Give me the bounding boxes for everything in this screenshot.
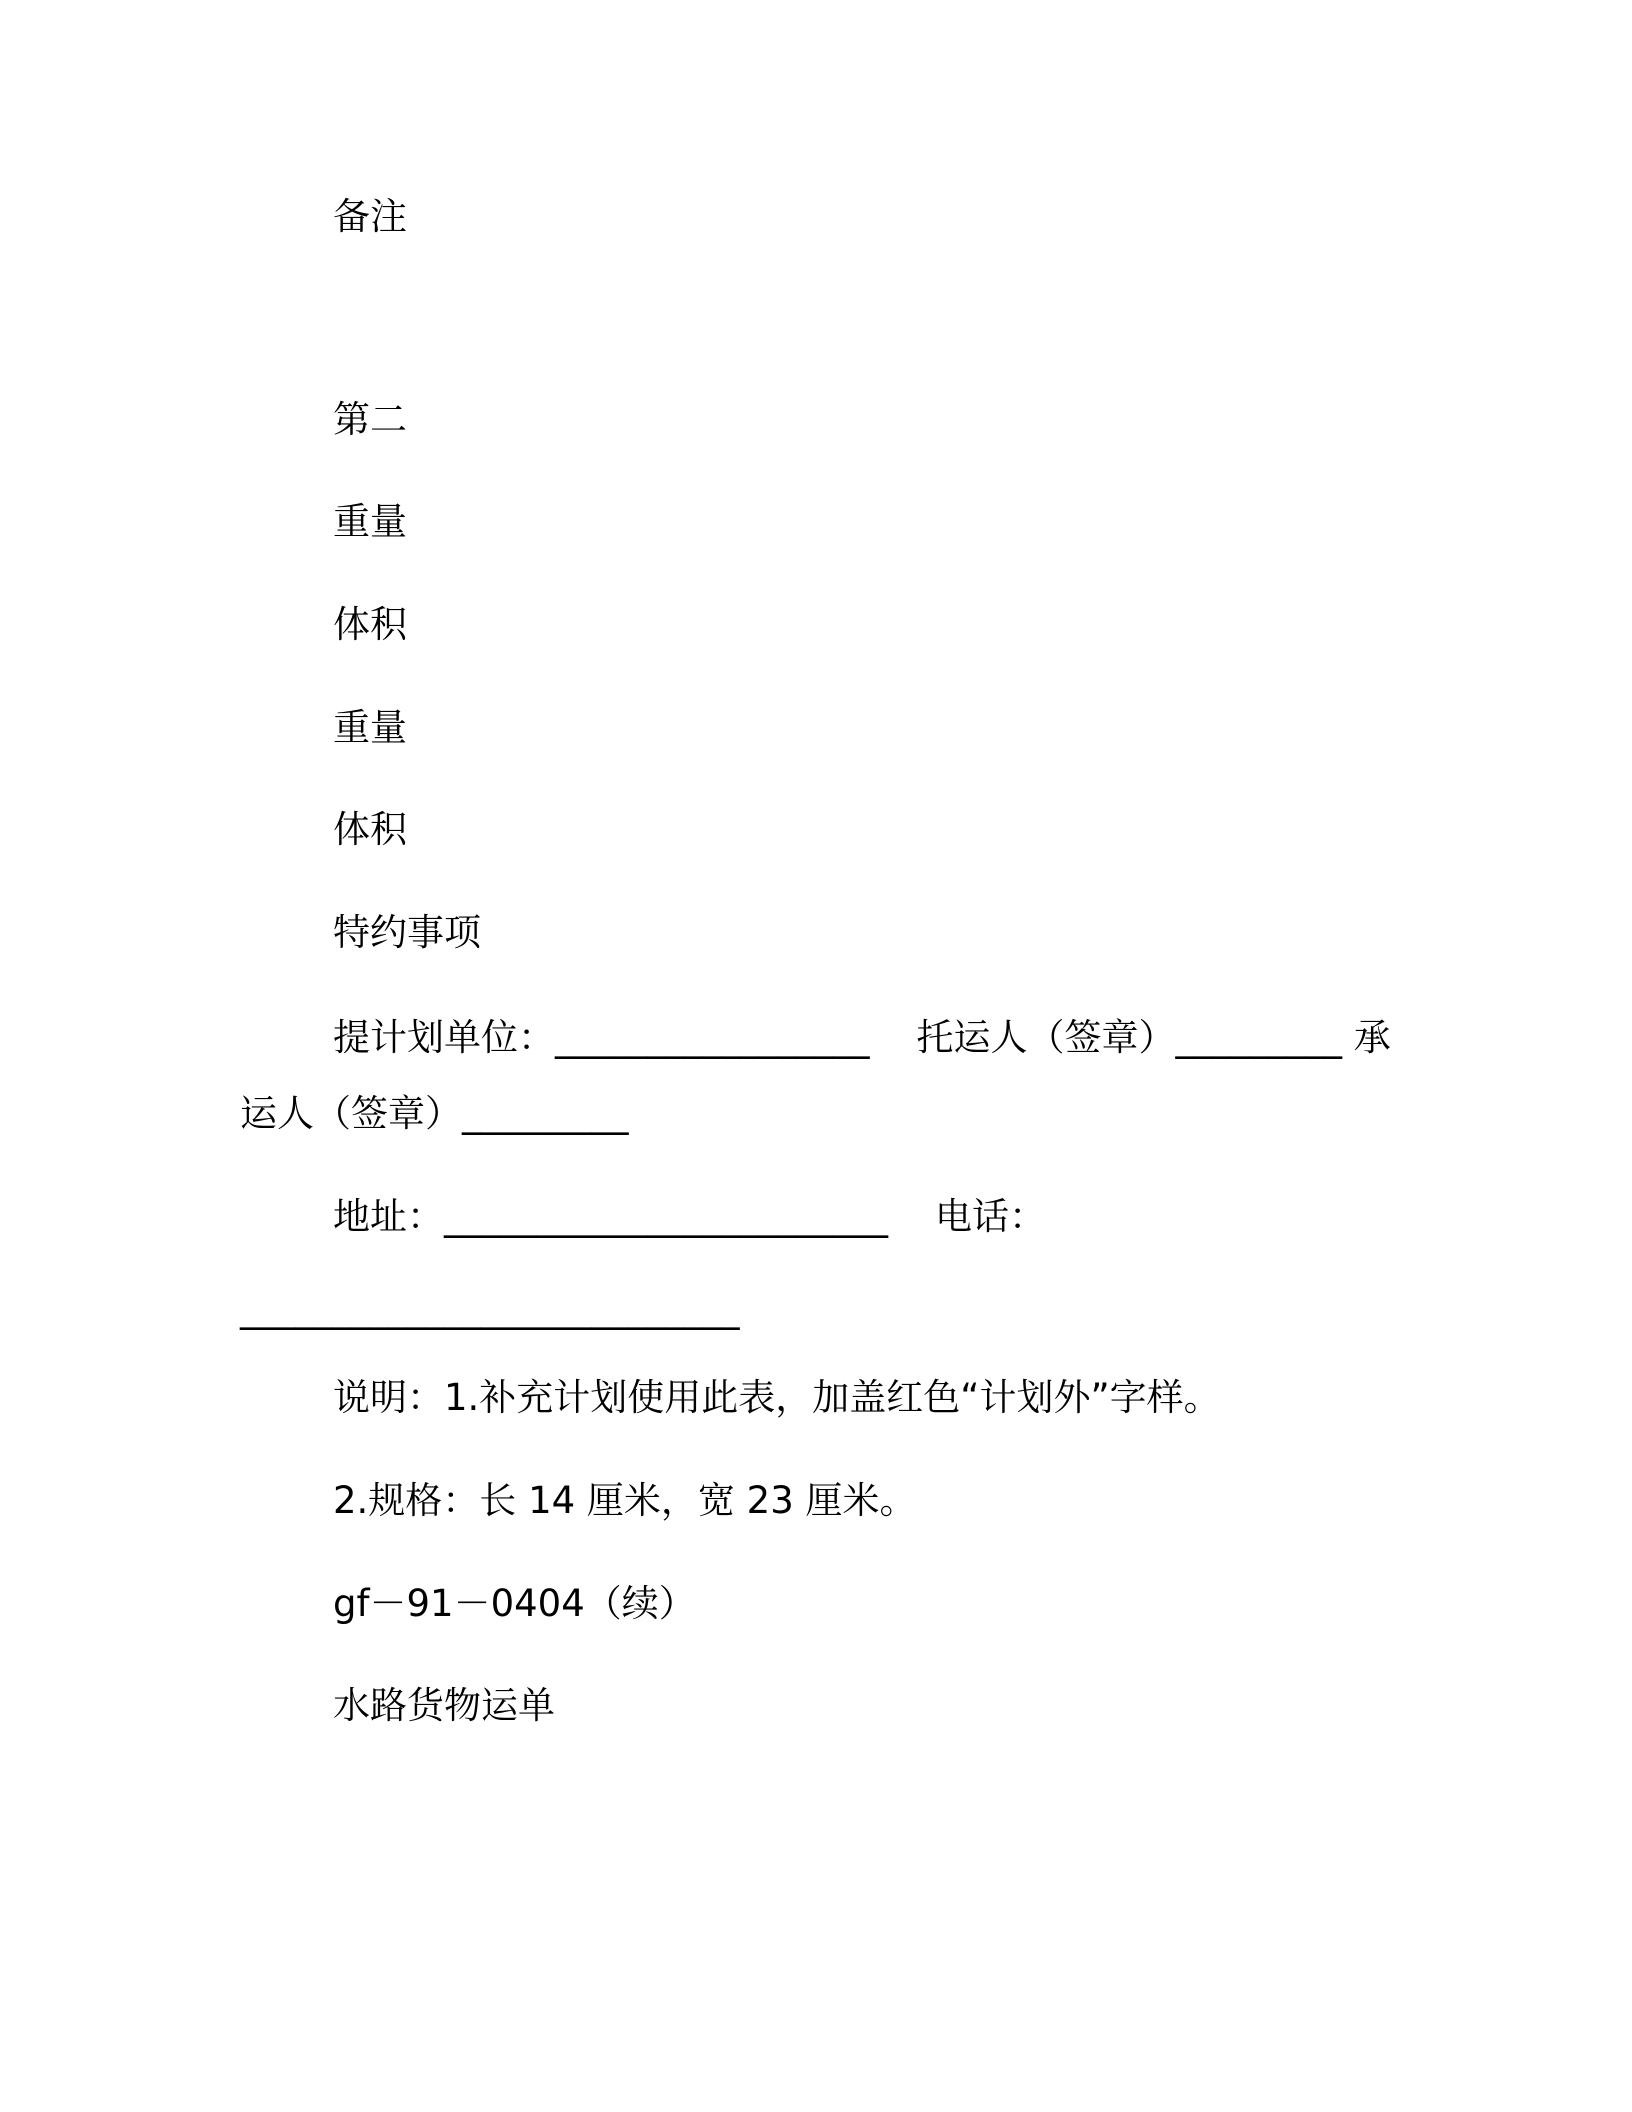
phone-blank-line: ___________________________ (240, 1287, 740, 1330)
weight-label: 重量 (333, 500, 407, 543)
form-code: gf－91－0404（续） (333, 1582, 696, 1625)
section-second-heading: 第二 (333, 398, 407, 441)
special-terms-heading: 特约事项 (333, 911, 481, 954)
carrier-signature-line: 运人（签章）_________ (240, 1092, 629, 1135)
volume-label: 体积 (333, 603, 407, 646)
planning-unit-signature-line: 提计划单位：_________________ 托运人（签章）_________ 承 (333, 1016, 1391, 1059)
waybill-title: 水路货物运单 (333, 1684, 555, 1727)
note-line-2: 2.规格：长 14 厘米，宽 23 厘米。 (333, 1479, 917, 1522)
note-line-1: 说明：1.补充计划使用此表，加盖红色“计划外”字样。 (333, 1376, 1221, 1419)
address-phone-line: 地址：________________________ 电话： (333, 1195, 1047, 1238)
volume-label-2: 体积 (333, 808, 407, 851)
weight-label-2: 重量 (333, 706, 407, 749)
remarks-heading: 备注 (333, 195, 407, 238)
